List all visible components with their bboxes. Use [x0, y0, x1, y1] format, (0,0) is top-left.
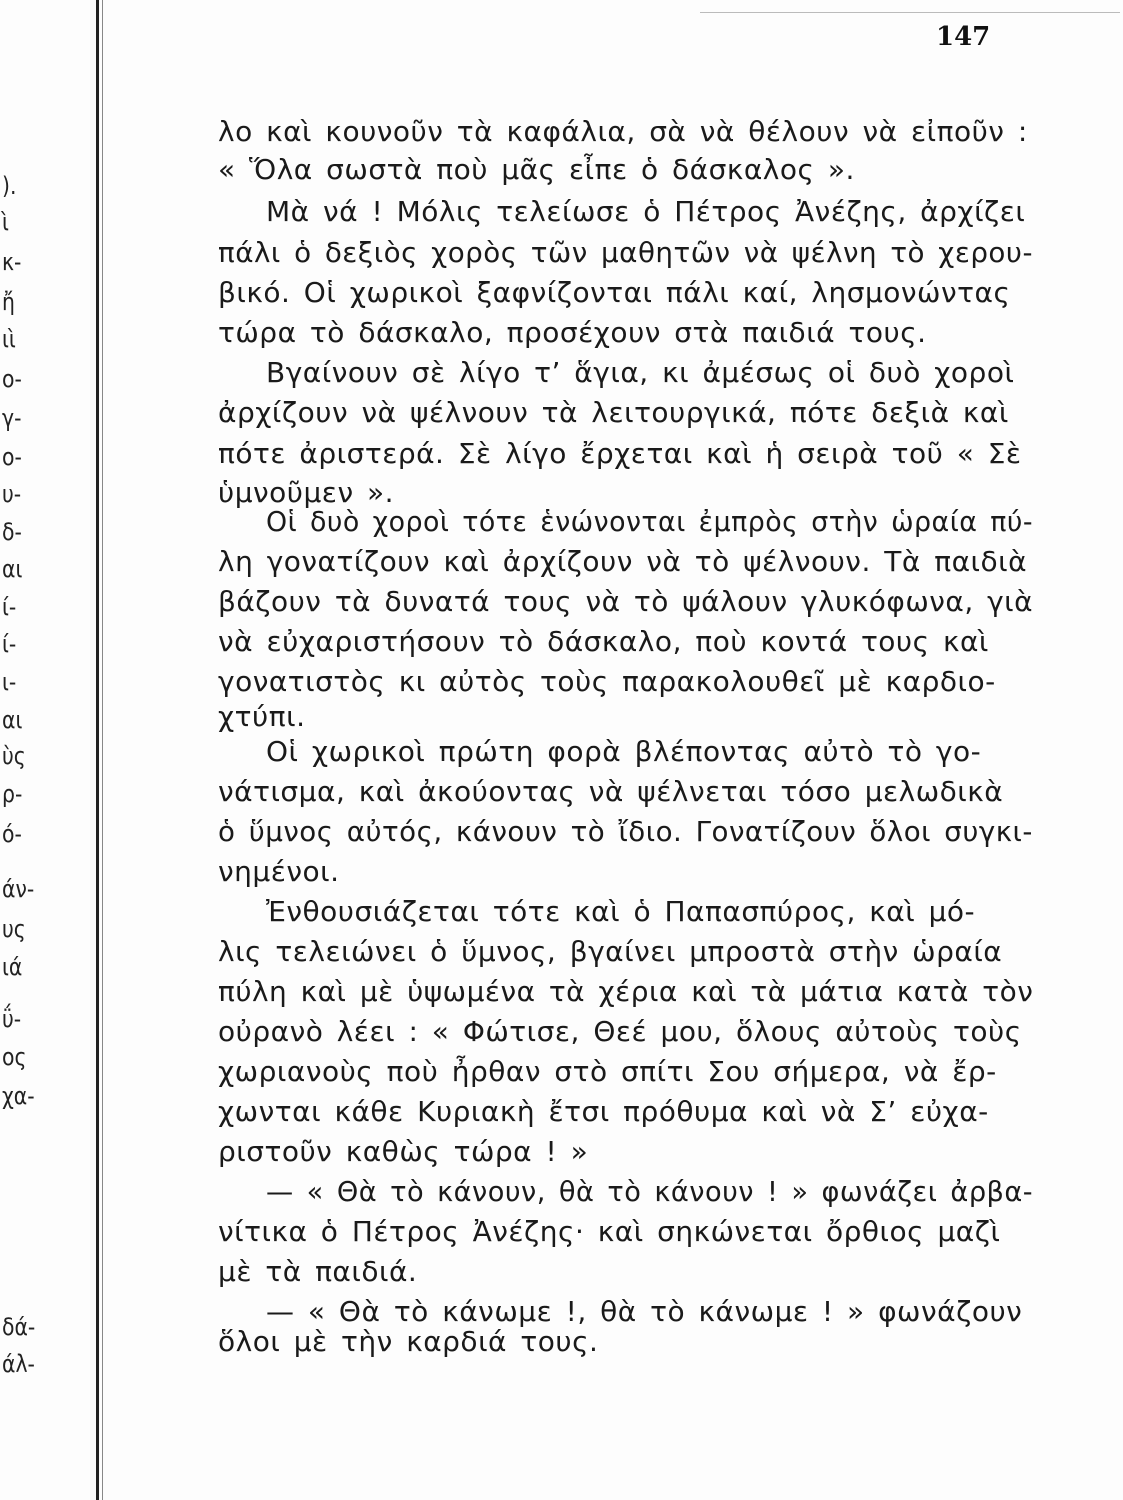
- previous-page-fragment: ό-: [2, 820, 22, 848]
- text-line: πότε ἀριστερά. Σὲ λίγο ἔρχεται καὶ ἡ σειρὰ τοῦ « Σὲ: [218, 437, 1022, 470]
- top-edge-rule: [700, 12, 1120, 13]
- previous-page-fragment: δά-: [2, 1313, 36, 1341]
- previous-page-edge: [0, 0, 60, 1500]
- previous-page-fragment: ιὶ: [2, 325, 16, 353]
- text-line: νίτικα ὁ Πέτρος Ἀνέζης· καὶ σηκώνεται ὄρθιος μαζὶ: [218, 1215, 1001, 1248]
- text-line: ὅλοι μὲ τὴν καρδιά τους.: [218, 1325, 599, 1358]
- previous-page-fragment: ι-: [2, 668, 17, 696]
- text-line: νάτισμα, καὶ ἀκούοντας νὰ ψέλνεται τόσο μελωδικὰ: [218, 775, 1004, 808]
- text-line: πάλι ὁ δεξιὸς χορὸς τῶν μαθητῶν νὰ ψέλνη τὸ χερου-: [218, 236, 1033, 269]
- previous-page-fragment: γ-: [2, 404, 22, 432]
- text-line: λις τελειώνει ὁ ὕμνος, βγαίνει μπροστὰ στὴν ὡραία: [218, 935, 1003, 968]
- text-line: πύλη καὶ μὲ ὑψωμένα τὰ χέρια καὶ τὰ μάτια κατὰ τὸν: [218, 975, 1034, 1008]
- text-line: Βγαίνουν σὲ λίγο τ’ ἅγια, κι ἀμέσως οἱ δυὸ χοροὶ: [266, 356, 1015, 389]
- text-line: τώρα τὸ δάσκαλο, προσέχουν στὰ παιδιά τους.: [218, 316, 927, 349]
- previous-page-fragment: ΰ-: [2, 1005, 22, 1033]
- text-line: Οἱ δυὸ χοροὶ τότε ἑνώνονται ἐμπρὸς στὴν ὡραία πύ-: [266, 505, 1034, 538]
- previous-page-fragment: ο-: [2, 443, 22, 471]
- previous-page-fragment: κ-: [2, 248, 22, 276]
- previous-page-fragment: ρ-: [2, 780, 23, 808]
- previous-page-fragment: άν-: [2, 875, 35, 903]
- text-line: — « Θὰ τὸ κάνωμε !, θὰ τὸ κάνωμε ! » φωνάζουν: [266, 1295, 1023, 1328]
- text-line: χωριανοὺς ποὺ ἦρθαν στὸ σπίτι Σου σήμερα, νὰ ἔρ-: [218, 1055, 997, 1088]
- text-line: λο καὶ κουνοῦν τὰ καφάλια, σὰ νὰ θέλουν νὰ εἰποῦν :: [218, 115, 1028, 148]
- text-line: ὁ ὕμνος αὐτός, κάνουν τὸ ἴδιο. Γονατίζουν ὅλοι συγκι-: [218, 815, 1033, 848]
- text-line: ὑμνοῦμεν ».: [218, 476, 395, 509]
- text-line: οὐρανὸ λέει : « Φώτισε, Θεέ μου, ὅλους αὐτοὺς τοὺς: [218, 1015, 1022, 1048]
- previous-page-fragment: χα-: [2, 1082, 35, 1110]
- text-line: χωνται κάθε Κυριακὴ ἔτσι πρόθυμα καὶ νὰ Σ’ εὐχα-: [218, 1095, 989, 1128]
- text-line: λη γονατίζουν καὶ ἀρχίζουν νὰ τὸ ψέλνουν. Τὰ παιδιὰ: [218, 545, 1028, 578]
- previous-page-fragment: ο-: [2, 365, 22, 393]
- previous-page-fragment: ί-: [2, 630, 17, 658]
- page-number: 147: [936, 22, 991, 52]
- previous-page-fragment: ὺς: [2, 742, 26, 770]
- text-line: βικό. Οἱ χωρικοὶ ξαφνίζονται πάλι καί, λησμονώντας: [218, 276, 1011, 309]
- previous-page-fragment: ὶ: [2, 208, 9, 236]
- previous-page-fragment: ιά: [2, 953, 23, 981]
- text-line: Μὰ νά ! Μόλις τελείωσε ὁ Πέτρος Ἀνέζης, ἀρχίζει: [266, 195, 1026, 228]
- text-line: Οἱ χωρικοὶ πρώτη φορὰ βλέποντας αὐτὸ τὸ γο-: [266, 735, 982, 768]
- previous-page-fragment: ί-: [2, 593, 17, 621]
- book-gutter-shadow: [102, 0, 103, 1500]
- text-line: νημένοι.: [218, 855, 340, 888]
- previous-page-fragment: ος: [2, 1043, 27, 1071]
- previous-page-fragment: άλ-: [2, 1350, 35, 1378]
- text-line: μὲ τὰ παιδιά.: [218, 1255, 418, 1288]
- text-line: Ἐνθουσιάζεται τότε καὶ ὁ Παπασπύρος, καὶ μό-: [266, 895, 976, 928]
- previous-page-fragment: δ-: [2, 518, 22, 546]
- text-line: ριστοῦν καθὼς τώρα ! »: [218, 1135, 589, 1168]
- previous-page-fragment: υς: [2, 915, 26, 943]
- text-line: βάζουν τὰ δυνατά τους νὰ τὸ ψάλουν γλυκόφωνα, γιὰ: [218, 585, 1034, 618]
- previous-page-fragment: ἤ: [2, 288, 15, 316]
- text-line: « Ὅλα σωστὰ ποὺ μᾶς εἶπε ὁ δάσκαλος ».: [218, 153, 855, 186]
- text-line: νὰ εὐχαριστήσουν τὸ δάσκαλο, ποὺ κοντά τους καὶ: [218, 625, 989, 658]
- previous-page-fragment: υ-: [2, 480, 22, 508]
- text-line: γονατιστὸς κι αὐτὸς τοὺς παρακολουθεῖ μὲ καρδιο-: [218, 665, 996, 698]
- text-line: χτύπι.: [218, 700, 306, 733]
- text-line: — « Θὰ τὸ κάνουν, θὰ τὸ κάνουν ! » φωνάζει ἀρβα-: [266, 1175, 1034, 1208]
- previous-page-fragment: αι: [2, 706, 23, 734]
- previous-page-fragment: αι: [2, 555, 23, 583]
- previous-page-fragment: ).: [2, 172, 17, 200]
- book-gutter: [96, 0, 99, 1500]
- text-line: ἀρχίζουν νὰ ψέλνουν τὰ λειτουργικά, πότε δεξιὰ καὶ: [218, 396, 1009, 429]
